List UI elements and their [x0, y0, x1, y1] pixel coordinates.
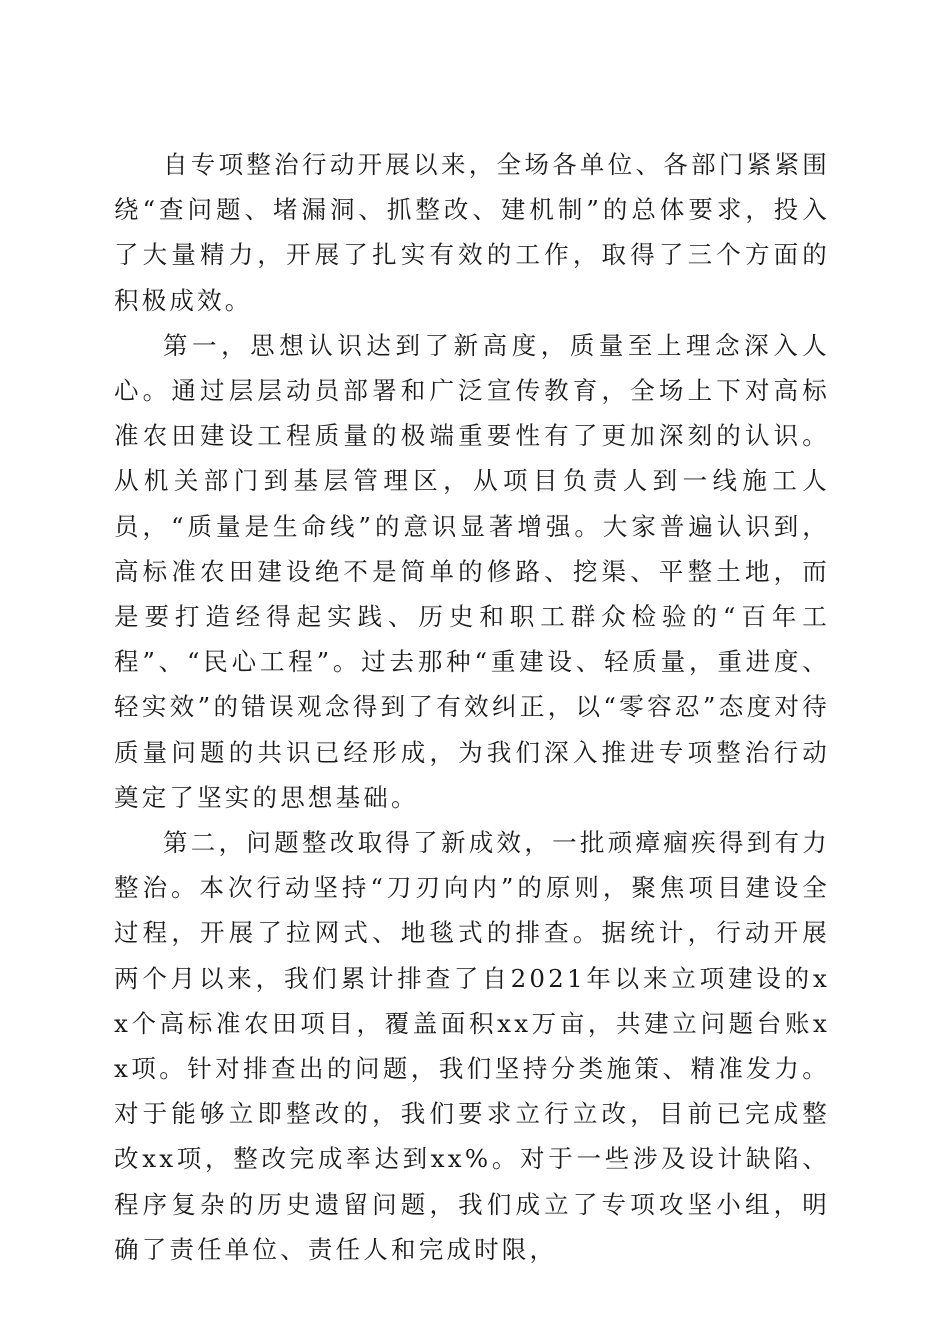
paragraph-second-achievement: 第二，问题整改取得了新成效，一批顽瘴痼疾得到有力整治。本次行动坚持“刀刃向内”的原则，聚焦项目建设全过程，开展了拉网式、地毯式的排查。据统计，行动开展两个月以来，我们累计排查了自2021年以来立项建设的xx个高标准农田项目，覆盖面积xx万亩，共建立问题台账xx项。针对排查出的问题，我们坚持分类施策、精准发力。对于能够立即整改的，我们要求立行立改，目前已完成整改xx项，整改完成率达到xx%。对于一些涉及设计缺陷、程序复杂的历史遗留问题，我们成立了专项攻坚小组，明确了责任单位、责任人和完成时限， — [114, 828, 830, 1264]
paragraph-intro: 自专项整治行动开展以来，全场各单位、各部门紧紧围绕“查问题、堵漏洞、抓整改、建机制”的总体要求，投入了大量精力，开展了扎实有效的工作，取得了三个方面的积极成效。 — [114, 150, 830, 315]
document-body — [114, 142, 830, 1272]
paragraph-first-achievement: 第一，思想认识达到了新高度，质量至上理念深入人心。通过层层动员部署和广泛宣传教育，全场上下对高标准农田建设工程质量的极端重要性有了更加深刻的认识。从机关部门到基层管理区，从项目负责人到一线施工人员，“质量是生命线”的意识显著增强。大家普遍认识到，高标准农田建设绝不是简单的修路、挖渠、平整土地，而是要打造经得起实践、历史和职工群众检验的“百年工程”、“民心工程”。过去那种“重建设、轻质量，重进度、轻实效”的错误观念得到了有效纠正，以“零容忍”态度对待质量问题的共识已经形成，为我们深入推进专项整治行动奠定了坚实的思想基础。 — [114, 330, 830, 812]
